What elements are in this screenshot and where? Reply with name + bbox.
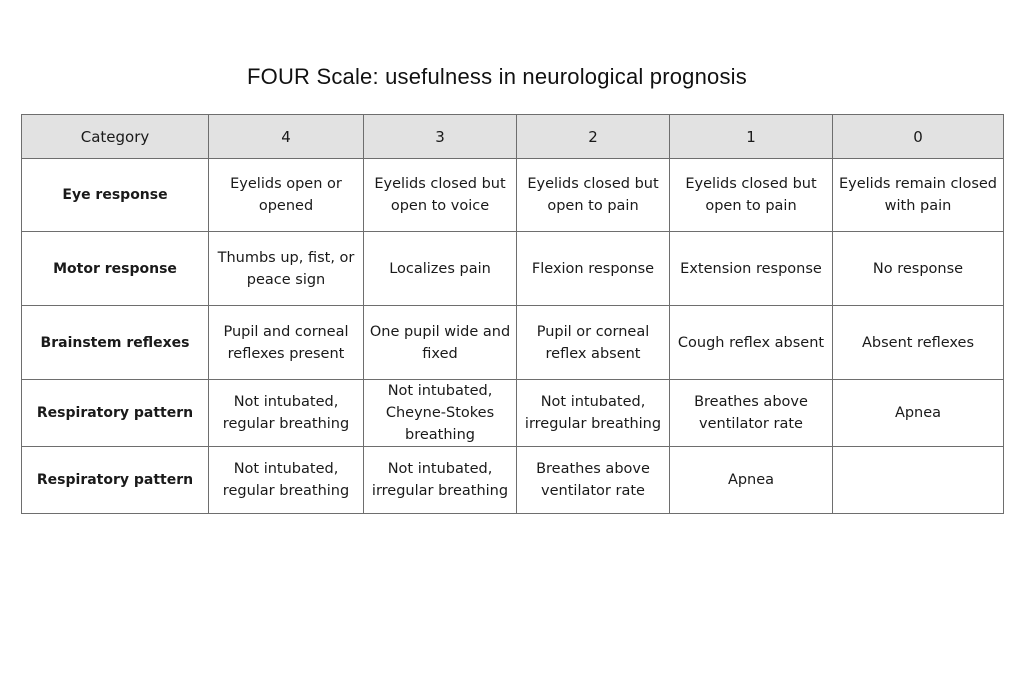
table-cell: Not intubated, regular breathing <box>209 447 364 514</box>
table-cell: Cough reflex absent <box>670 306 833 380</box>
header-score-0: 0 <box>833 115 1004 159</box>
table-cell: Pupil or corneal reflex absent <box>517 306 670 380</box>
table-cell: Eyelids open or opened <box>209 159 364 232</box>
table-cell: Not intubated, irregular breathing <box>517 380 670 447</box>
table-cell: Apnea <box>670 447 833 514</box>
header-row <box>22 115 1004 159</box>
table-row <box>22 232 1004 306</box>
table-row <box>22 380 1004 447</box>
header-score-1: 1 <box>670 115 833 159</box>
header-score-2: 2 <box>517 115 670 159</box>
table-cell: Not intubated, irregular breathing <box>364 447 517 514</box>
row-category: Brainstem reflexes <box>22 306 209 380</box>
row-category: Respiratory pattern <box>22 380 209 447</box>
four-scale-table <box>21 114 1004 514</box>
table-cell: Eyelids closed but open to pain <box>517 159 670 232</box>
table-cell: Extension response <box>670 232 833 306</box>
table-cell: Breathes above ventilator rate <box>517 447 670 514</box>
table-row <box>22 447 1004 514</box>
table-cell: Not intubated, Cheyne-Stokes breathing <box>364 380 517 447</box>
table-cell: No response <box>833 232 1004 306</box>
table-cell: Eyelids closed but open to pain <box>670 159 833 232</box>
header-score-4: 4 <box>209 115 364 159</box>
table-cell: Thumbs up, fist, or peace sign <box>209 232 364 306</box>
table-row <box>22 159 1004 232</box>
row-category: Respiratory pattern <box>22 447 209 514</box>
table-cell: Localizes pain <box>364 232 517 306</box>
header-category: Category <box>22 115 209 159</box>
row-category: Motor response <box>22 232 209 306</box>
table-cell: Not intubated, regular breathing <box>209 380 364 447</box>
table-cell: Flexion response <box>517 232 670 306</box>
table-cell: Absent reflexes <box>833 306 1004 380</box>
table-cell: One pupil wide and fixed <box>364 306 517 380</box>
table-cell: Breathes above ventilator rate <box>670 380 833 447</box>
table-cell: Apnea <box>833 380 1004 447</box>
page-title: FOUR Scale: usefulness in neurological prognosis <box>247 64 747 89</box>
header-score-3: 3 <box>364 115 517 159</box>
table-cell <box>833 447 1004 514</box>
table-row <box>22 306 1004 380</box>
table-cell: Eyelids closed but open to voice <box>364 159 517 232</box>
table-cell: Eyelids remain closed with pain <box>833 159 1004 232</box>
row-category: Eye response <box>22 159 209 232</box>
table-cell: Pupil and corneal reflexes present <box>209 306 364 380</box>
